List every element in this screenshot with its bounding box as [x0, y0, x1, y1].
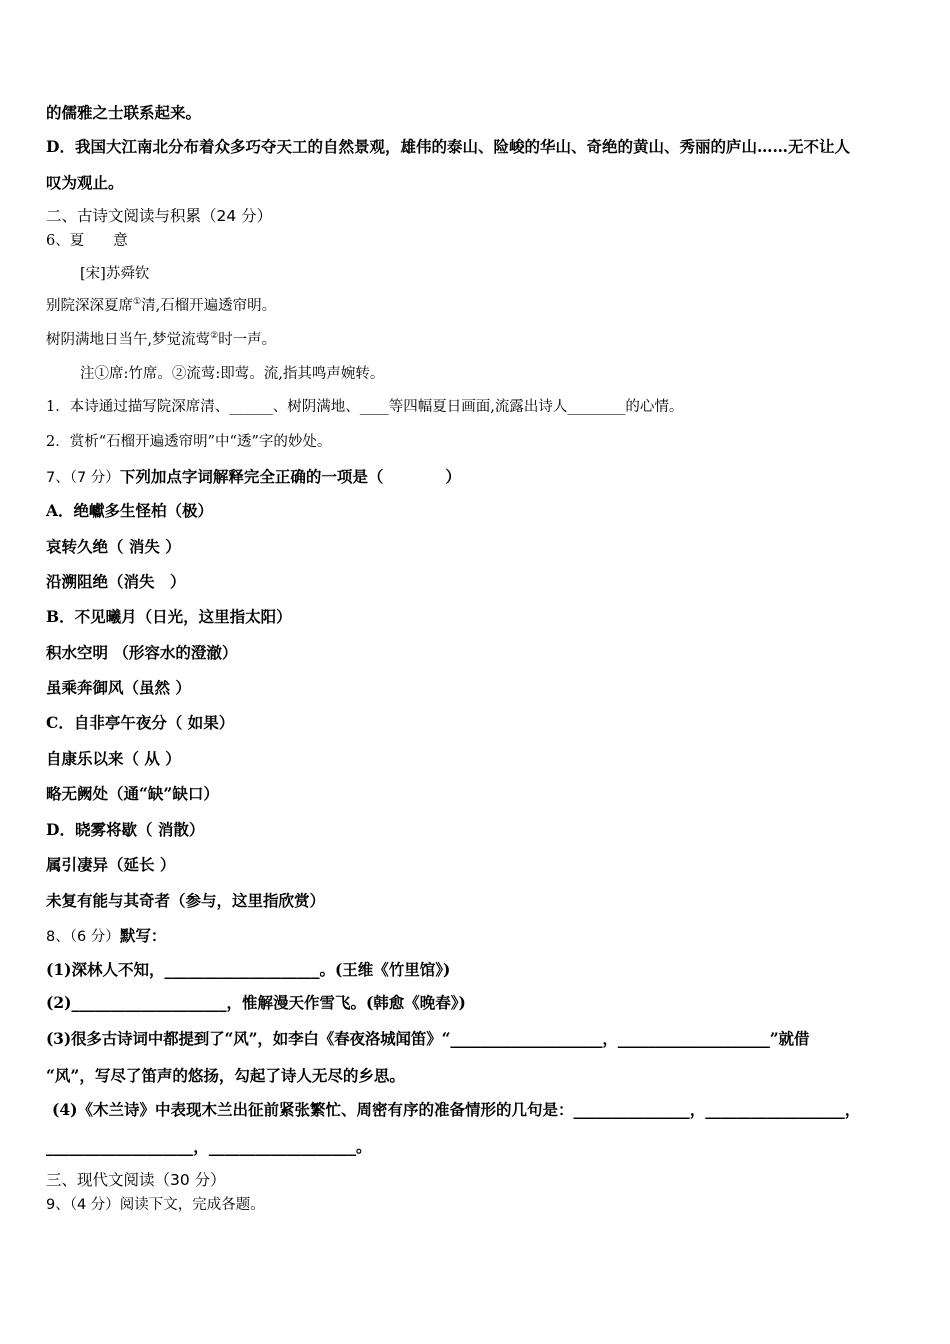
question-8: 8、（6 分）默写：: [46, 926, 167, 945]
question-6-1: 1．本诗通过描写院深席清、______、树阴满地、____等四幅夏日画面,流露出诗人________的心情。: [46, 399, 684, 415]
poem-note: 注①席:竹席。②流莺:即莺。流,指其鸣声婉转。: [80, 366, 385, 382]
option-d-line: D．我国大江南北分布着众多巧夺天工的自然景观，雄伟的泰山、险峻的华山、奇绝的黄山、秀丽的庐山……无不让人: [46, 137, 850, 156]
option-a: A．绝巘多生怪柏（极）: [46, 501, 214, 520]
question-6-title: 6、夏 意: [46, 233, 128, 249]
question-8-3: (3)很多古诗词中都提到了“风”，如李白《春夜洛城闻笛》“____________________，____________________”就借: [46, 1029, 810, 1048]
option-line: 自康乐以来（ 从 ）: [46, 749, 181, 768]
text-line: 的儒雅之士联系起来。: [46, 103, 202, 122]
option-line: 沿溯阻绝（消失 ）: [46, 572, 186, 591]
option-line: 哀转久绝（ 消失 ）: [46, 537, 181, 556]
option-line: 未复有能与其奇者（参与，这里指欣赏）: [46, 891, 326, 910]
question-8-2: (2)____________________，惟解漫天作雪飞。(韩愈《晚春》): [46, 993, 466, 1012]
option-c: C．自非亭午夜分（ 如果）: [46, 713, 235, 732]
question-7: 7、（7 分）下列加点字词解释完全正确的一项是（ ）: [46, 467, 461, 486]
question-8-3-cont: “风”，写尽了笛声的悠扬，勾起了诗人无尽的乡思。: [46, 1066, 405, 1085]
question-6-2: 2．赏析“石榴开遍透帘明”中“透”字的妙处。: [46, 434, 332, 450]
question-8-1: (1)深林人不知，____________________。(王维《竹里馆》): [46, 960, 451, 979]
option-line: 虽乘奔御风（虽然 ）: [46, 678, 191, 697]
section-heading-2: 二、古诗文阅读与积累（24 分）: [46, 207, 273, 225]
option-b: B．不见曦月（日光，这里指太阳）: [46, 607, 292, 626]
question-8-4-cont: ___________________，___________________。: [46, 1137, 372, 1156]
question-8-4: (4)《木兰诗》中表现木兰出征前紧张繁忙、周密有序的准备情形的几句是：_______________，__________________，: [52, 1100, 861, 1119]
question-9: 9、（4 分）阅读下文，完成各题。: [46, 1197, 265, 1213]
text-line: 叹为观止。: [46, 173, 124, 192]
option-line: 略无阙处（通“缺”缺口）: [46, 784, 219, 803]
option-d: D．晓雾将歇（ 消散）: [46, 820, 205, 839]
poem-author: [宋]苏舜钦: [80, 266, 150, 282]
section-heading-3: 三、现代文阅读（30 分）: [46, 1171, 226, 1189]
poem-line-1: 别院深深夏席①清,石榴开遍透帘明。: [46, 297, 277, 314]
poem-line-2: 树阴满地日当午,梦觉流莺②时一声。: [46, 331, 277, 348]
option-line: 属引凄异（延长 ）: [46, 855, 176, 874]
option-line: 积水空明 （形容水的澄澈）: [46, 643, 238, 662]
